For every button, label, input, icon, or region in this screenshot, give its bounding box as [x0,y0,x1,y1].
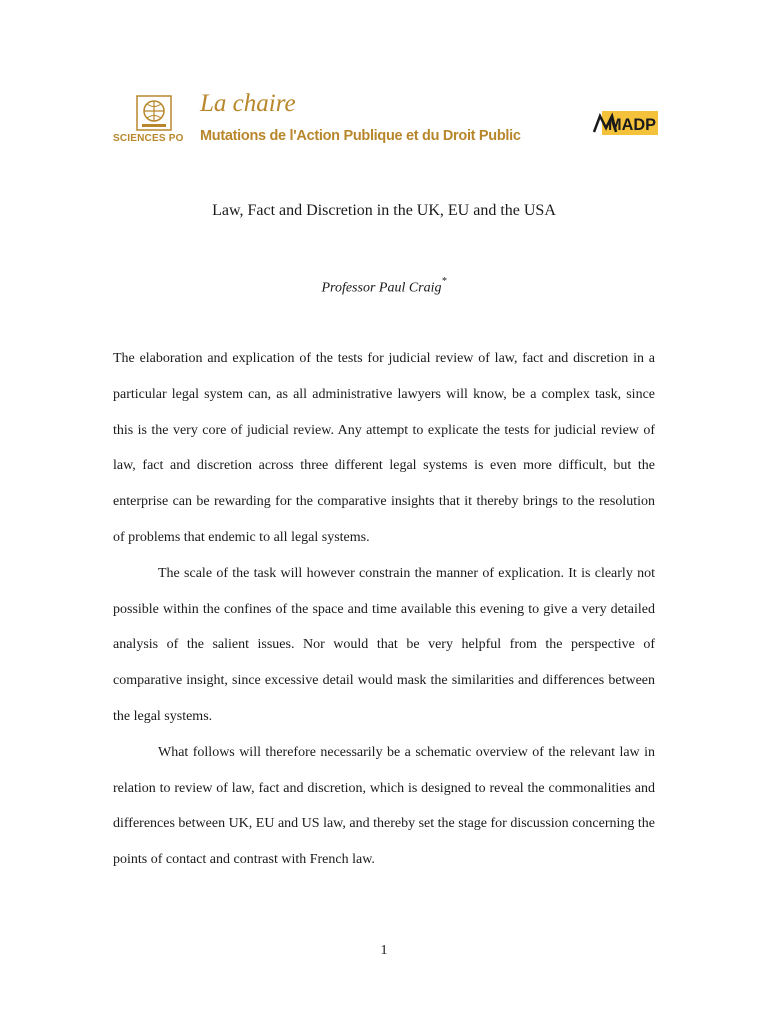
madp-label: MADP [608,115,656,134]
author-footnote-mark: * [441,276,447,287]
document-header [0,0,768,160]
author-line [0,278,768,297]
paragraph-3: What follows will therefore necessarily be a schematic overview of the relevant law in relation to review of law, fact and discretion, which is designed to reveal the commonalities and differences between UK, EU and US law, and thereby set the stage for discussion concerning the points of contact and contrast with French law. [113,744,655,868]
author-name: Professor Paul Craig [321,280,442,296]
madp-logo-icon [592,108,660,138]
chaire-title: La chaire [200,90,296,117]
page-number: 1 [380,943,388,958]
document-title: Law, Fact and Discretion in the UK, EU and the USA [212,202,556,219]
sciences-po-emblem-icon [136,95,172,131]
sciences-po-label: SCIENCES PO [113,133,184,144]
paragraph-1: The elaboration and explication of the tests for judicial review of law, fact and discretion in a particular legal system can, as all administrative lawyers will know, be a complex task, since this is the very core of judicial review. Any attempt to explicate the tests for judicial review of law, fact and discretion across three different legal systems is even more difficult, but the enterprise can be rewarding for the comparative insights that it thereby brings to the resolution of problems that endemic to all legal systems. [113,351,655,545]
sciences-po-logo [113,95,193,147]
chaire-subtitle: Mutations de l'Action Publique et du Droit Public [200,128,521,144]
body-text [113,341,655,878]
paragraph-2: The scale of the task will however constrain the manner of explication. It is clearly not possible within the confines of the space and time available this evening to give a very detailed analysis of the salient issues. Nor would that be very helpful from the perspective of comparative insight, since excessive detail would mask the similarities and differences between the legal systems. [113,565,655,724]
